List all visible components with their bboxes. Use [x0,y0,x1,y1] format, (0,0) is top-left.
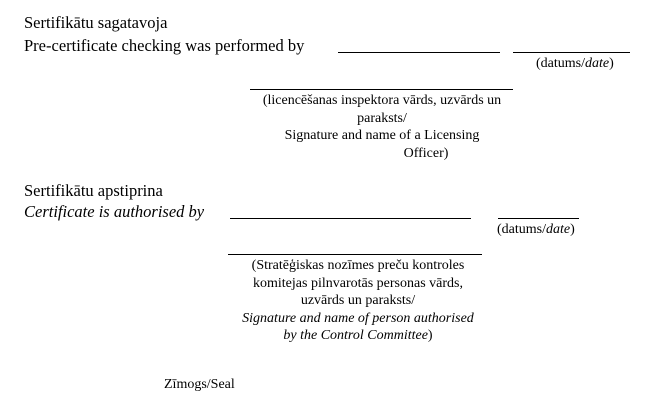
section1-date-label: (datums/date) [536,56,614,71]
section1-statement: Pre-certificate checking was performed by [24,36,305,55]
caption-line: Signature and name of person authorised [242,310,474,326]
section2-signature-line[interactable] [228,254,482,255]
caption-line: Officer) [403,145,449,161]
section2-name-field[interactable] [230,218,471,219]
caption-line: (Stratēģiskas nozīmes preču kontroles [251,258,465,273]
section1-name-field[interactable] [338,52,500,53]
caption-line: (licencēšanas inspektora vārds, uzvārds un [262,93,502,108]
caption-line: Signature and name of a Licensing [284,128,480,143]
section2-signature-caption [216,257,500,345]
section1-heading: Sertifikātu sagatavoja [24,13,168,32]
caption-line: by the Control Committee) [283,328,433,343]
caption-line: komitejas pilnvarotās personas vārds, [253,275,463,291]
caption-line: uzvārds un paraksts/ [300,293,416,308]
section1-signature-caption [240,92,524,162]
section2-heading: Sertifikātu apstiprina [24,181,163,200]
section1-signature-line[interactable] [250,89,513,90]
section1-date-field[interactable] [513,52,630,53]
section2-statement: Certificate is authorised by [24,202,205,221]
caption-line: paraksts/ [357,110,407,126]
seal-label: Zīmogs/Seal [164,377,235,392]
section2-date-field[interactable] [498,218,579,219]
section2-date-label: (datums/date) [497,222,575,237]
